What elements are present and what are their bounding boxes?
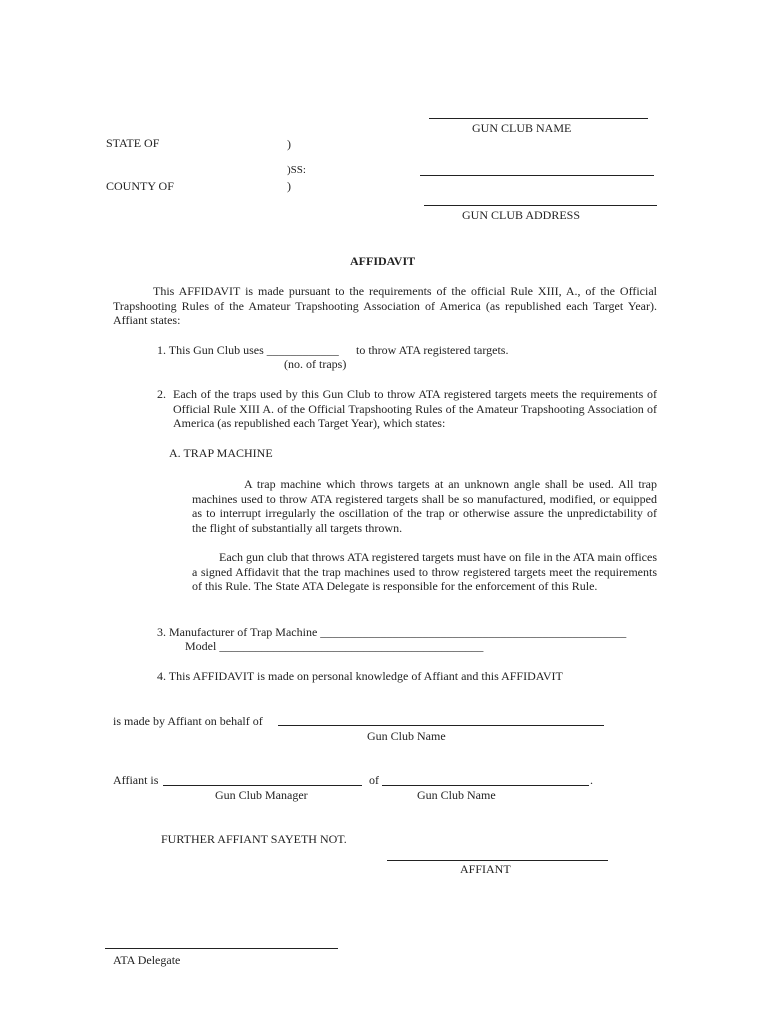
gun-club-name-line-2[interactable] [420, 175, 654, 176]
gun-club-manager-caption: Gun Club Manager [215, 788, 308, 802]
behalf-gun-club-line[interactable] [278, 725, 604, 726]
behalf-caption: Gun Club Name [367, 729, 446, 743]
item-1-suffix: to throw ATA registered targets. [356, 343, 509, 357]
gun-club-name-label: GUN CLUB NAME [472, 121, 572, 135]
state-paren: ) [287, 137, 291, 151]
item-4-text: 4. This AFFIDAVIT is made on personal knowledge of Affiant and this AFFIDAVIT [157, 669, 563, 683]
page-title: AFFIDAVIT [350, 254, 416, 268]
trap-machine-heading: A. TRAP MACHINE [169, 446, 273, 460]
item-3-manufacturer: 3. Manufacturer of Trap Machine ___________________________________________________ [157, 625, 627, 639]
affiant-is-label: Affiant is [113, 773, 159, 787]
affiant-of-label: of [369, 773, 379, 787]
further-affiant-text: FURTHER AFFIANT SAYETH NOT. [161, 832, 347, 846]
county-paren: ) [287, 179, 291, 193]
gun-club-name-caption: Gun Club Name [417, 788, 496, 802]
item-2-number: 2. [157, 387, 166, 401]
trap-machine-para-1: A trap machine which throws targets at an unknown angle shall be used. All trap machines used to throw ATA registered targets shall be so manufactured, modified, or equipped as to interrupt irregularly the oscillation of the trap or otherwise assure the unpredictability of the flight of substantially all targets thrown. [192, 477, 657, 536]
ata-delegate-signature-line[interactable] [105, 948, 338, 949]
ss-label: )SS: [287, 164, 306, 176]
gun-club-name-line[interactable] [429, 118, 648, 119]
item-3-model: Model ____________________________________________ [185, 639, 484, 653]
state-of-label: STATE OF [106, 136, 160, 150]
intro-paragraph: This AFFIDAVIT is made pursuant to the requirements of the official Rule XIII, A., of the Official Trapshooting Rules of the Amateur Trapshooting Association of America (as republished each Target Year). Affiant states: [113, 284, 657, 328]
affiant-gun-club-line[interactable] [382, 785, 589, 786]
affiant-signature-line[interactable] [387, 860, 608, 861]
gun-club-address-label: GUN CLUB ADDRESS [462, 208, 581, 222]
gun-club-address-line[interactable] [424, 205, 657, 206]
trap-machine-para-2: Each gun club that throws ATA registered targets must have on file in the ATA main offices a signed Affidavit that the trap machines used to throw registered targets meet the requirements of this Rule. The State ATA Delegate is responsible for the enforcement of this Rule. [192, 550, 657, 594]
item-1-note: (no. of traps) [284, 357, 347, 371]
behalf-text: is made by Affiant on behalf of [113, 714, 263, 728]
county-of-label: COUNTY OF [106, 179, 174, 193]
ata-delegate-label: ATA Delegate [113, 953, 181, 967]
gun-club-manager-line[interactable] [163, 785, 362, 786]
item-2-text: Each of the traps used by this Gun Club to throw ATA registered targets meets the requirements of Official Rule XIII A. of the Official Trapshooting Rules of the Amateur Trapshooting Association of America (as republished each Target Year), which states: [173, 387, 657, 431]
item-1-prefix: 1. This Gun Club uses ____________ [157, 343, 339, 357]
affiant-period: . [590, 773, 593, 787]
affiant-label: AFFIANT [460, 862, 511, 876]
